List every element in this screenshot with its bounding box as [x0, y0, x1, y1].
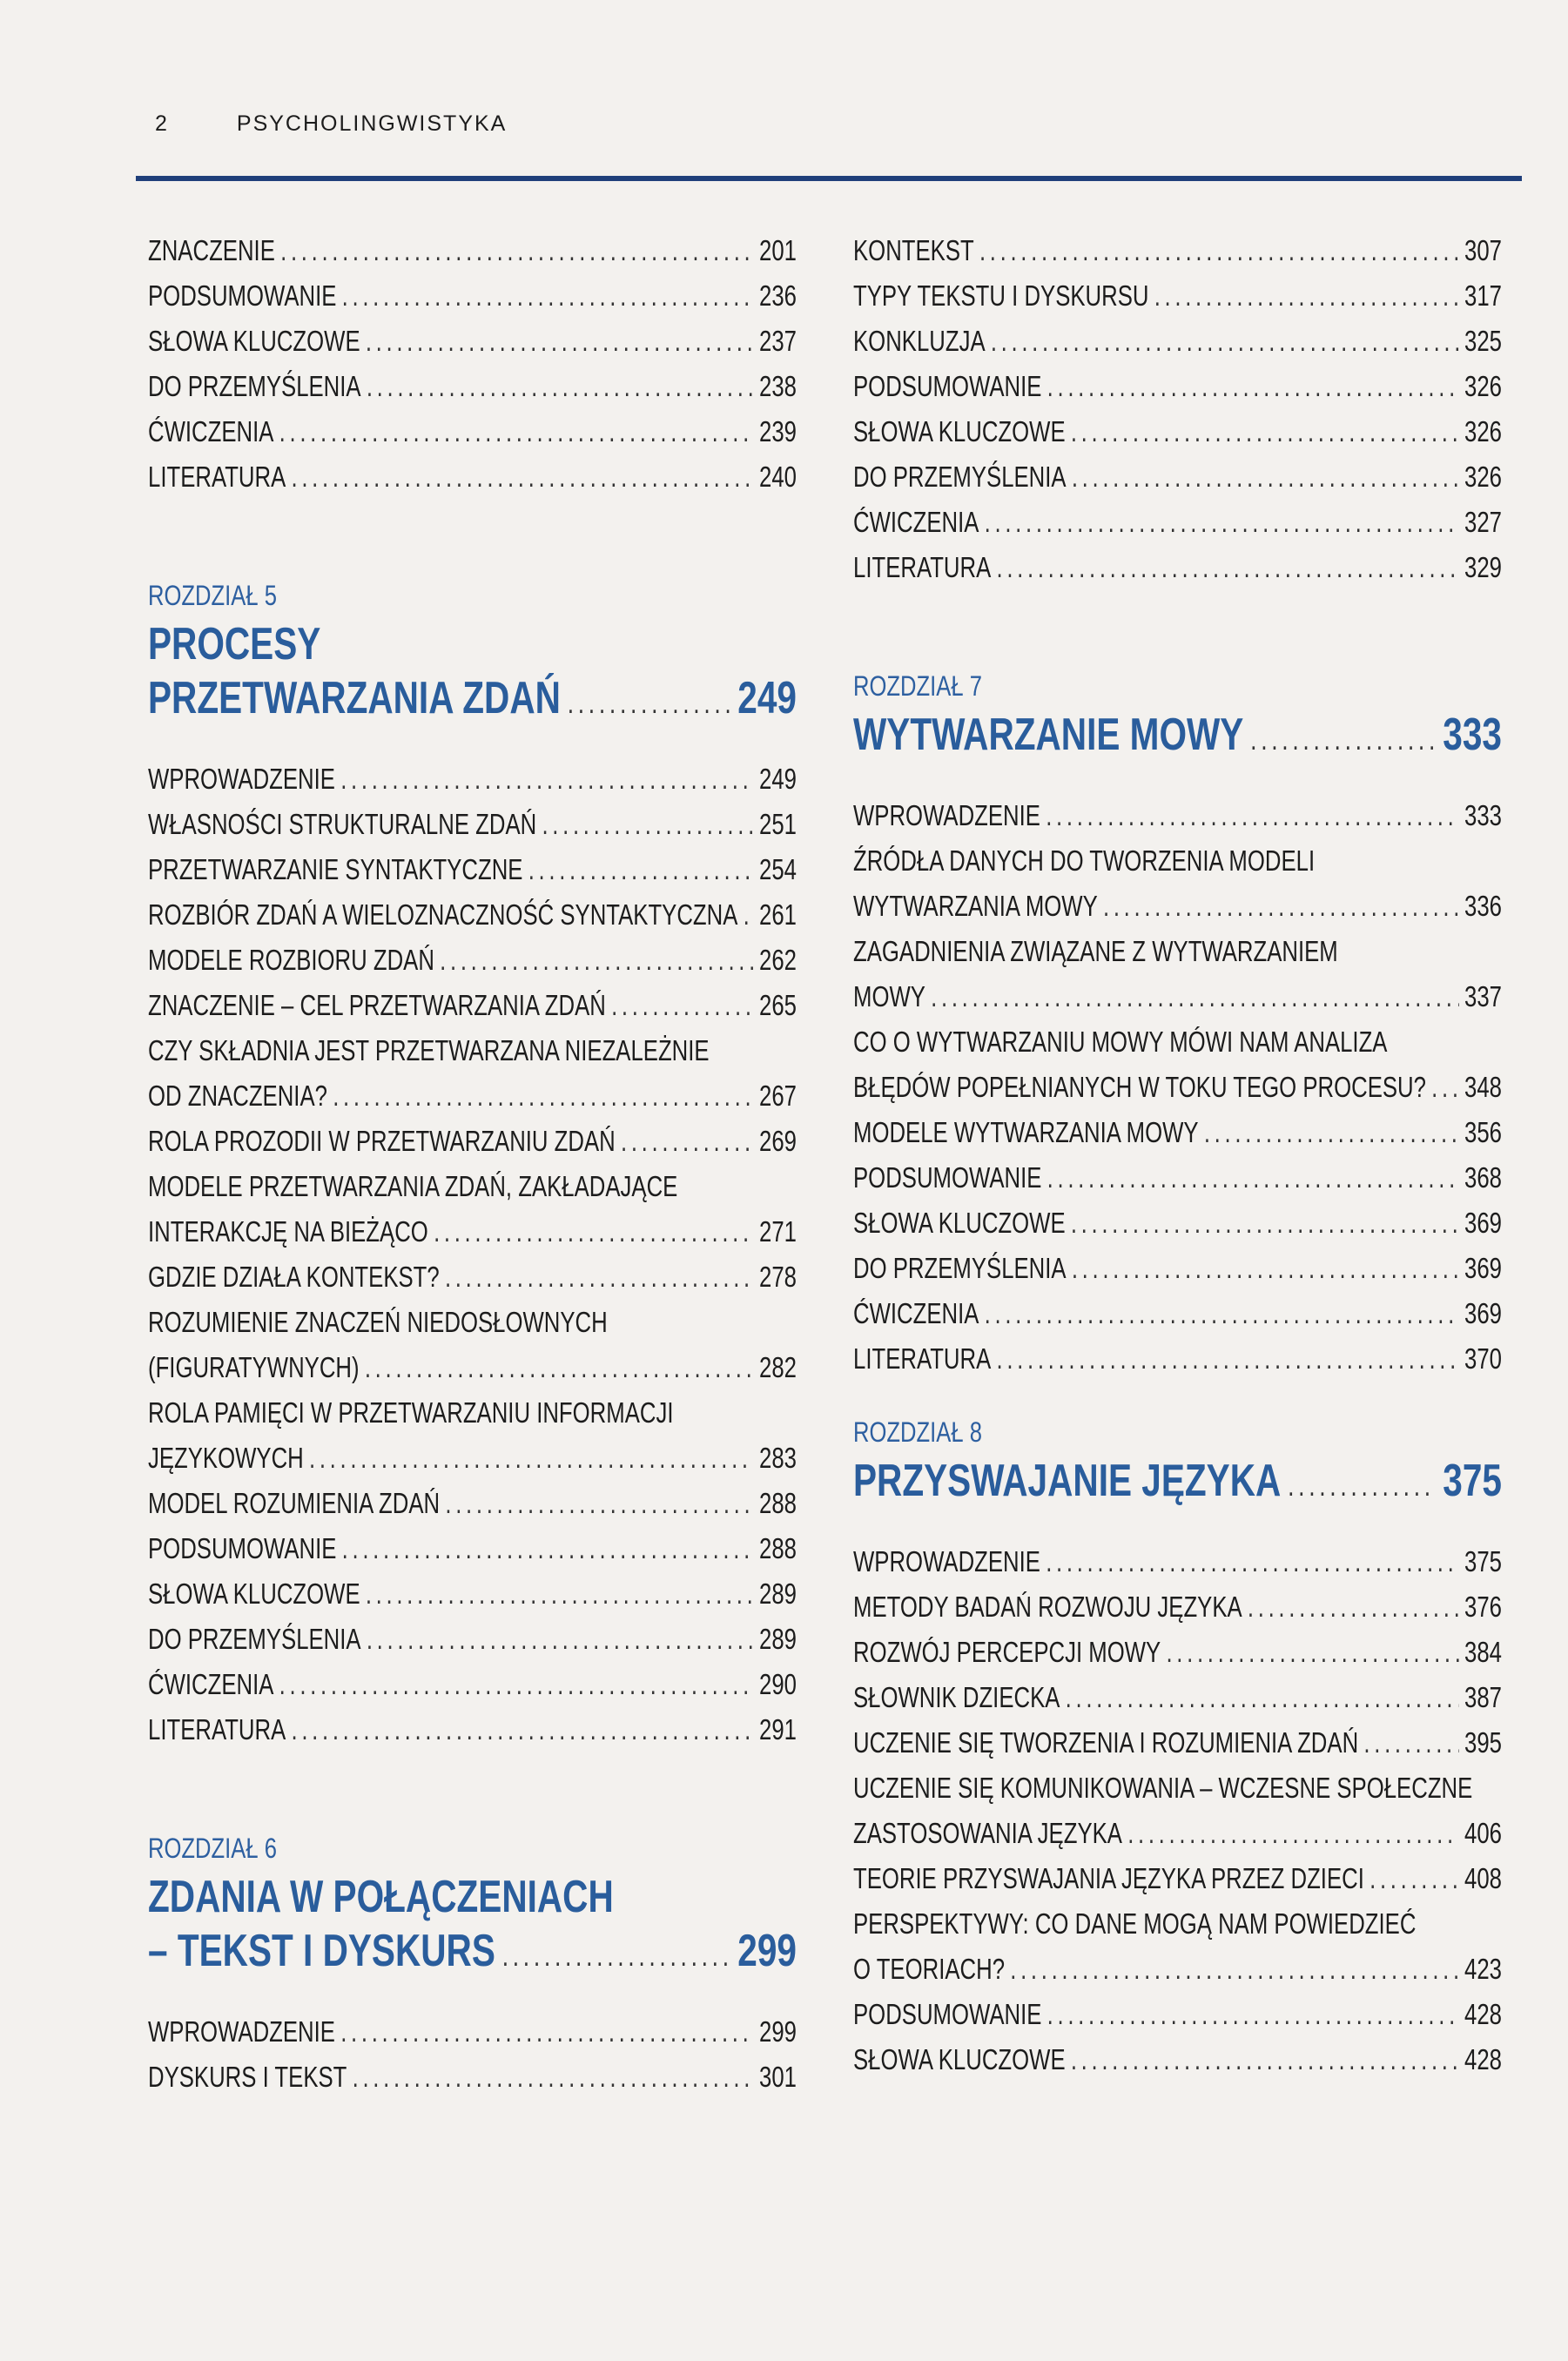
toc-entry	[148, 1617, 797, 1662]
toc-entry-page: 408	[1464, 1862, 1502, 1894]
toc-entry-title: WYTWARZANIA MOWY	[853, 890, 1098, 922]
leader-dots	[1066, 1675, 1459, 1720]
leader-dots	[568, 676, 731, 730]
toc-entry-page: 237	[759, 325, 797, 357]
toc-entry	[853, 454, 1502, 500]
toc-entry-title: DO PRZEMYŚLENIA	[853, 461, 1067, 493]
toc-entry-page: 368	[1464, 1161, 1502, 1194]
toc-entry-title: UCZENIE SIĘ KOMUNIKOWANIA – WCZESNE SPOŁECZNE	[853, 1772, 1473, 1804]
toc-entry-page: 271	[759, 1215, 797, 1248]
chapter-title	[148, 1870, 797, 1924]
leader-dots	[997, 1336, 1459, 1382]
toc-entry	[148, 273, 797, 319]
toc-entry	[853, 2037, 1502, 2082]
toc-entry-page: 327	[1464, 506, 1502, 538]
toc-entry	[853, 884, 1502, 929]
toc-entry-line	[148, 1028, 797, 1073]
toc-entry	[853, 1947, 1502, 1992]
toc-entry	[148, 319, 797, 364]
toc-entry-title: WPROWADZENIE	[853, 1545, 1040, 1577]
toc-list-top-left	[148, 228, 797, 500]
toc-entry-title: DYSKURS I TEKST	[148, 2061, 347, 2093]
chapter-page: 375	[1443, 1456, 1502, 1506]
toc-entry-page: 369	[1464, 1252, 1502, 1284]
running-title: PSYCHOLINGWISTYKA	[236, 111, 508, 136]
toc-entry-page: 356	[1464, 1116, 1502, 1148]
toc-entry	[853, 1065, 1502, 1110]
toc-entry-line	[853, 1019, 1502, 1065]
toc-entry-page: 282	[759, 1351, 797, 1383]
toc-entry-page: 265	[759, 989, 797, 1021]
toc-entry-title: WPROWADZENIE	[148, 763, 335, 795]
running-header	[155, 111, 507, 137]
toc-entry-page: 395	[1464, 1726, 1502, 1759]
leader-dots	[445, 1481, 753, 1526]
toc-entry-page: 384	[1464, 1636, 1502, 1668]
toc-entry-page: 423	[1464, 1953, 1502, 1985]
toc-entry-title: PODSUMOWANIE	[148, 1532, 337, 1564]
leader-dots	[280, 228, 754, 273]
toc-entry	[853, 1336, 1502, 1382]
leader-dots	[979, 228, 1459, 273]
toc-entry	[853, 319, 1502, 364]
toc-entry-page: 289	[759, 1577, 797, 1610]
toc-entry-page: 337	[1464, 980, 1502, 1012]
toc-entry	[853, 1539, 1502, 1584]
leader-dots	[1071, 1201, 1459, 1246]
toc-entry-title: PODSUMOWANIE	[148, 279, 337, 312]
toc-entry	[853, 974, 1502, 1019]
chapter-label: ROZDZIAŁ 7	[853, 670, 982, 702]
toc-entry-title: WPROWADZENIE	[853, 799, 1040, 831]
leader-dots	[292, 1707, 754, 1752]
leader-dots	[1046, 793, 1459, 838]
toc-entry-page: 240	[759, 461, 797, 493]
toc-entry-page: 375	[1464, 1545, 1502, 1577]
toc-entry-title: ZNACZENIE – CEL PRZETWARZANIA ZDAŃ	[148, 989, 606, 1021]
leader-dots	[542, 802, 753, 847]
toc-entry-page: 301	[759, 2061, 797, 2093]
chapter-title	[148, 617, 797, 671]
toc-entry	[853, 793, 1502, 838]
toc-entry-title: ZAGADNIENIA ZWIĄZANE Z WYTWARZANIEM	[853, 935, 1338, 967]
chapter-title	[148, 671, 797, 730]
toc-list-chapter7	[853, 793, 1502, 1382]
leader-dots	[1204, 1110, 1459, 1155]
toc-entry-title: METODY BADAŃ ROZWOJU JĘZYKA	[853, 1591, 1242, 1623]
leader-dots	[367, 364, 754, 409]
toc-entry	[853, 545, 1502, 590]
toc-entry-title: TYPY TEKSTU I DYSKURSU	[853, 279, 1149, 312]
toc-entry	[853, 1584, 1502, 1630]
leader-dots	[985, 500, 1459, 545]
toc-entry	[853, 364, 1502, 409]
chapter-title	[853, 708, 1502, 767]
toc-entry-title: SŁOWNIK DZIECKA	[853, 1681, 1060, 1713]
toc-entry-page: 299	[759, 2015, 797, 2048]
chapter-page: 249	[737, 673, 797, 723]
leader-dots	[1047, 364, 1459, 409]
toc-entry-title: ZASTOSOWANIA JĘZYKA	[853, 1817, 1122, 1849]
toc-entry	[148, 228, 797, 273]
toc-entry-page: 291	[759, 1713, 797, 1746]
toc-entry-page: 261	[759, 898, 797, 931]
toc-entry	[148, 802, 797, 847]
toc-entry-title: SŁOWA KLUCZOWE	[853, 2043, 1066, 2075]
toc-entry-title: TEORIE PRZYSWAJANIA JĘZYKA PRZEZ DZIECI	[853, 1862, 1364, 1894]
toc-entry	[148, 409, 797, 454]
toc-entry-title: O TEORIACH?	[853, 1953, 1006, 1985]
leader-dots	[434, 1209, 754, 1254]
toc-entry-title: ROZWÓJ PERCEPCJI MOWY	[853, 1636, 1161, 1668]
leader-dots	[611, 983, 754, 1028]
toc-entry-title: JĘZYKOWYCH	[148, 1442, 304, 1474]
toc-entry-page: 290	[759, 1668, 797, 1700]
toc-entry-line	[148, 1300, 797, 1345]
leader-dots	[1046, 1539, 1459, 1584]
toc-list-top-right	[853, 228, 1502, 590]
leader-dots	[1154, 273, 1459, 319]
toc-entry	[148, 2009, 797, 2055]
toc-entry-line	[853, 1766, 1502, 1811]
leader-dots	[997, 545, 1459, 590]
toc-entry	[148, 983, 797, 1028]
page-number: 2	[155, 111, 169, 136]
leader-dots	[1103, 884, 1459, 929]
toc-entry	[853, 1246, 1502, 1291]
toc-entry	[853, 409, 1502, 454]
toc-entry-title: PODSUMOWANIE	[853, 370, 1042, 402]
toc-entry-page: 201	[759, 234, 797, 266]
right-column	[853, 228, 1502, 2082]
chapter-label: ROZDZIAŁ 5	[148, 580, 277, 611]
toc-entry	[148, 1662, 797, 1707]
toc-entry-title: DO PRZEMYŚLENIA	[148, 1623, 361, 1655]
chapter-title	[853, 1454, 1502, 1513]
toc-entry-title: ĆWICZENIA	[853, 506, 979, 538]
leader-dots	[1248, 1584, 1459, 1630]
toc-entry-title: ROLA PROZODII W PRZETWARZANIU ZDAŃ	[148, 1125, 616, 1157]
leader-dots	[1072, 1246, 1459, 1291]
toc-entry-title: SŁOWA KLUCZOWE	[148, 1577, 360, 1610]
toc-entry-page: 283	[759, 1442, 797, 1474]
chapter-page: 333	[1443, 710, 1502, 760]
leader-dots	[744, 892, 754, 938]
toc-entry-title: SŁOWA KLUCZOWE	[853, 1207, 1066, 1239]
leader-dots	[292, 454, 754, 500]
toc-entry-title: (FIGURATYWNYCH)	[148, 1351, 360, 1383]
leader-dots	[1047, 1992, 1459, 2037]
toc-entry-page: 406	[1464, 1817, 1502, 1849]
toc-entry-page: 262	[759, 944, 797, 976]
leader-dots	[621, 1119, 754, 1164]
toc-entry-title: PODSUMOWANIE	[853, 1161, 1042, 1194]
toc-entry-title: CZY SKŁADNIA JEST PRZETWARZANA NIEZALEŻNIE	[148, 1034, 710, 1066]
leader-dots	[502, 1929, 731, 1983]
toc-entry	[853, 1720, 1502, 1766]
toc-entry-title: ZNACZENIE	[148, 234, 275, 266]
toc-entry	[148, 938, 797, 983]
toc-entry-title: KONTEKST	[853, 234, 974, 266]
leader-dots	[1072, 454, 1459, 500]
toc-entry-title: OD ZNACZENIA?	[148, 1080, 327, 1112]
toc-entry	[148, 1707, 797, 1752]
toc-entry-page: 326	[1464, 461, 1502, 493]
toc-entry-title: ĆWICZENIA	[148, 1668, 274, 1700]
toc-entry-title: MOWY	[853, 980, 925, 1012]
leader-dots	[366, 319, 754, 364]
leader-dots	[342, 1526, 754, 1571]
toc-entry-title: ROZUMIENIE ZNACZEŃ NIEDOSŁOWNYCH	[148, 1306, 608, 1338]
toc-entry-line	[853, 1901, 1502, 1947]
toc-entry-title: DO PRZEMYŚLENIA	[148, 370, 361, 402]
toc-entry-page: 325	[1464, 325, 1502, 357]
toc-entry-page: 288	[759, 1532, 797, 1564]
leader-dots	[1047, 1155, 1459, 1201]
toc-entry-page: 376	[1464, 1591, 1502, 1623]
toc-entry-page: 288	[759, 1487, 797, 1519]
chapter-label: ROZDZIAŁ 8	[853, 1416, 982, 1448]
toc-entry-line	[853, 838, 1502, 884]
chapter-title-line: ZDANIA W POŁĄCZENIACH	[148, 1872, 614, 1922]
toc-entry-page: 307	[1464, 234, 1502, 266]
toc-entry	[148, 1209, 797, 1254]
toc-entry	[853, 1201, 1502, 1246]
leader-dots	[367, 1617, 754, 1662]
toc-entry-title: MODELE PRZETWARZANIA ZDAŃ, ZAKŁADAJĄCE	[148, 1170, 678, 1202]
toc-list-chapter8	[853, 1539, 1502, 2082]
leader-dots	[445, 1254, 754, 1300]
toc-entry	[853, 1110, 1502, 1155]
chapter-title-line: WYTWARZANIE MOWY	[853, 710, 1244, 760]
toc-entry-title: SŁOWA KLUCZOWE	[853, 415, 1066, 447]
leader-dots	[991, 319, 1459, 364]
leader-dots	[528, 847, 754, 892]
toc-entry-page: 348	[1464, 1071, 1502, 1103]
toc-entry-line	[853, 929, 1502, 974]
toc-entry-page: 326	[1464, 415, 1502, 447]
toc-entry-page: 238	[759, 370, 797, 402]
chapter-title-line: PROCESY	[148, 619, 321, 669]
toc-entry-line	[148, 1164, 797, 1209]
toc-entry-title: MODELE WYTWARZANIA MOWY	[853, 1116, 1199, 1148]
toc-entry	[148, 847, 797, 892]
toc-entry-page: 269	[759, 1125, 797, 1157]
toc-entry	[853, 1291, 1502, 1336]
toc-entry	[853, 228, 1502, 273]
toc-entry-title: ROLA PAMIĘCI W PRZETWARZANIU INFORMACJI	[148, 1396, 674, 1429]
toc-entry	[853, 1675, 1502, 1720]
toc-entry-title: LITERATURA	[853, 1342, 992, 1375]
leader-dots	[1431, 1065, 1459, 1110]
toc-entry-page: 254	[759, 853, 797, 885]
toc-entry-title: MODEL ROZUMIENIA ZDAŃ	[148, 1487, 441, 1519]
toc-entry-page: 239	[759, 415, 797, 447]
chapter-page: 299	[737, 1926, 797, 1976]
toc-entry-page: 387	[1464, 1681, 1502, 1713]
toc-entry-page: 251	[759, 808, 797, 840]
toc-entry-title: SŁOWA KLUCZOWE	[148, 325, 360, 357]
toc-entry-title: DO PRZEMYŚLENIA	[853, 1252, 1067, 1284]
toc-entry-page: 370	[1464, 1342, 1502, 1375]
toc-entry	[148, 1436, 797, 1481]
leader-dots	[1363, 1720, 1458, 1766]
leader-dots	[353, 2055, 754, 2100]
toc-entry	[853, 273, 1502, 319]
toc-entry	[148, 1571, 797, 1617]
toc-entry-page: 267	[759, 1080, 797, 1112]
toc-entry-title: CO O WYTWARZANIU MOWY MÓWI NAM ANALIZA	[853, 1026, 1388, 1058]
toc-entry	[148, 1345, 797, 1390]
leader-dots	[440, 938, 754, 983]
toc-entry-title: LITERATURA	[148, 461, 286, 493]
toc-entry-page: 289	[759, 1623, 797, 1655]
toc-entry-title: LITERATURA	[148, 1713, 286, 1746]
toc-entry	[148, 1254, 797, 1300]
leader-dots	[1127, 1811, 1459, 1856]
toc-entry-page: 317	[1464, 279, 1502, 312]
toc-entry-title: GDZIE DZIAŁA KONTEKST?	[148, 1261, 440, 1293]
leader-dots	[333, 1073, 754, 1119]
toc-entry	[148, 1073, 797, 1119]
toc-entry	[148, 892, 797, 938]
toc-entry-page: 336	[1464, 890, 1502, 922]
leader-dots	[1288, 1459, 1436, 1513]
chapter-title	[148, 1924, 797, 1983]
toc-entry	[148, 1481, 797, 1526]
toc-entry	[148, 1119, 797, 1164]
leader-dots	[1166, 1630, 1458, 1675]
leader-dots	[340, 757, 754, 802]
toc-list-chapter6	[148, 2009, 797, 2100]
toc-entry	[853, 1155, 1502, 1201]
leader-dots	[1071, 2037, 1459, 2082]
leader-dots	[931, 974, 1459, 1019]
toc-list-chapter5	[148, 757, 797, 1752]
toc-entry-title: LITERATURA	[853, 551, 992, 583]
toc-entry-title: ĆWICZENIA	[148, 415, 274, 447]
toc-entry-title: MODELE ROZBIORU ZDAŃ	[148, 944, 434, 976]
chapter-title-line: – TEKST I DYSKURS	[148, 1926, 495, 1976]
toc-entry-page: 249	[759, 763, 797, 795]
toc-entry-title: KONKLUZJA	[853, 325, 986, 357]
leader-dots	[365, 1345, 754, 1390]
toc-entry-page: 236	[759, 279, 797, 312]
toc-entry-title: ROZBIÓR ZDAŃ A WIELOZNACZNOŚĆ SYNTAKTYCZNA	[148, 898, 738, 931]
toc-entry-title: WŁASNOŚCI STRUKTURALNE ZDAŃ	[148, 808, 537, 840]
leader-dots	[279, 1662, 754, 1707]
toc-entry	[148, 757, 797, 802]
toc-entry-page: 326	[1464, 370, 1502, 402]
toc-entry-line	[148, 1390, 797, 1436]
header-rule	[136, 176, 1522, 181]
toc-entry-title: UCZENIE SIĘ TWORZENIA I ROZUMIENIA ZDAŃ	[853, 1726, 1359, 1759]
toc-entry-title: WPROWADZENIE	[148, 2015, 335, 2048]
toc-entry-title: PRZETWARZANIE SYNTAKTYCZNE	[148, 853, 523, 885]
toc-entry	[853, 1811, 1502, 1856]
toc-entry-page: 428	[1464, 1998, 1502, 2030]
toc-entry-title: INTERAKCJĘ NA BIEŻĄCO	[148, 1215, 428, 1248]
toc-entry-page: 329	[1464, 551, 1502, 583]
toc-entry-title: PERSPEKTYWY: CO DANE MOGĄ NAM POWIEDZIEĆ	[853, 1907, 1417, 1940]
chapter-title-line: PRZETWARZANIA ZDAŃ	[148, 673, 561, 723]
toc-entry-page: 369	[1464, 1297, 1502, 1329]
toc-entry-page: 333	[1464, 799, 1502, 831]
leader-dots	[1071, 409, 1459, 454]
leader-dots	[1369, 1856, 1459, 1901]
toc-entry	[853, 1992, 1502, 2037]
leader-dots	[309, 1436, 754, 1481]
leader-dots	[366, 1571, 754, 1617]
toc-entry	[148, 364, 797, 409]
toc-entry	[853, 1856, 1502, 1901]
chapter-label: ROZDZIAŁ 6	[148, 1833, 277, 1864]
leader-dots	[340, 2009, 754, 2055]
toc-entry	[853, 500, 1502, 545]
toc-entry	[853, 1630, 1502, 1675]
toc-entry	[148, 2055, 797, 2100]
toc-entry-title: ŹRÓDŁA DANYCH DO TWORZENIA MODELI	[853, 844, 1316, 877]
leader-dots	[1010, 1947, 1459, 1992]
toc-entry	[148, 454, 797, 500]
toc-entry-page: 428	[1464, 2043, 1502, 2075]
chapter-title-line: PRZYSWAJANIE JĘZYKA	[853, 1456, 1282, 1506]
leader-dots	[342, 273, 754, 319]
toc-entry	[148, 1526, 797, 1571]
toc-entry-page: 278	[759, 1261, 797, 1293]
toc-entry-title: BŁĘDÓW POPEŁNIANYCH W TOKU TEGO PROCESU?	[853, 1071, 1426, 1103]
left-column	[148, 228, 797, 2100]
leader-dots	[279, 409, 754, 454]
toc-entry-title: ĆWICZENIA	[853, 1297, 979, 1329]
toc-entry-title: PODSUMOWANIE	[853, 1998, 1042, 2030]
leader-dots	[985, 1291, 1459, 1336]
leader-dots	[1250, 713, 1436, 767]
toc-entry-page: 369	[1464, 1207, 1502, 1239]
